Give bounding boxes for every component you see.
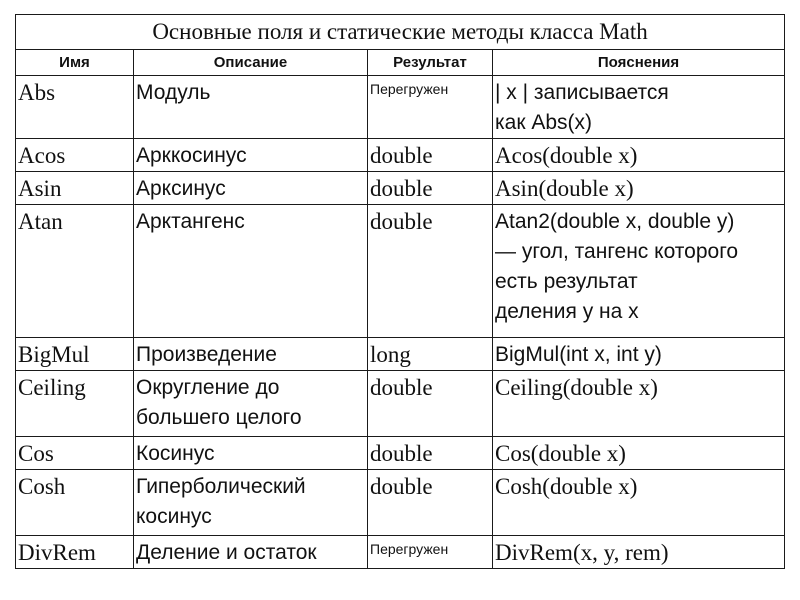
table-row xyxy=(16,371,785,437)
cell-description: Модуль xyxy=(134,76,368,139)
cell-result: double xyxy=(368,371,493,437)
table-header-row xyxy=(16,50,785,76)
table-row xyxy=(16,172,785,205)
cell-description: Произведение xyxy=(134,338,368,371)
cell-result: double xyxy=(368,437,493,470)
cell-result: double xyxy=(368,470,493,536)
cell-description: Арксинус xyxy=(134,172,368,205)
cell-note: Cos(double x) xyxy=(493,437,785,470)
cell-result: double xyxy=(368,139,493,172)
cell-note: Asin(double x) xyxy=(493,172,785,205)
cell-note: DivRem(x, y, rem) xyxy=(493,536,785,569)
cell-description: Арктангенс xyxy=(134,205,368,338)
table-row xyxy=(16,139,785,172)
cell-name: Atan xyxy=(16,205,134,338)
cell-name: Cos xyxy=(16,437,134,470)
cell-name: DivRem xyxy=(16,536,134,569)
table-title: Основные поля и статические методы класса Math xyxy=(16,15,785,50)
cell-result: Перегружен xyxy=(368,536,493,569)
column-header-notes: Пояснения xyxy=(493,50,785,76)
table-row xyxy=(16,470,785,536)
cell-result: long xyxy=(368,338,493,371)
cell-note: Acos(double x) xyxy=(493,139,785,172)
column-header-name: Имя xyxy=(16,50,134,76)
table-row xyxy=(16,536,785,569)
cell-name: BigMul xyxy=(16,338,134,371)
cell-name: Asin xyxy=(16,172,134,205)
cell-name: Acos xyxy=(16,139,134,172)
cell-result: double xyxy=(368,172,493,205)
table-row xyxy=(16,76,785,139)
cell-result: double xyxy=(368,205,493,338)
cell-description: Округление до большего целого xyxy=(134,371,368,437)
cell-name: Cosh xyxy=(16,470,134,536)
table-row xyxy=(16,437,785,470)
table-title-row xyxy=(16,15,785,50)
table-row xyxy=(16,205,785,338)
math-methods-table xyxy=(15,14,785,569)
cell-name: Ceiling xyxy=(16,371,134,437)
cell-note: Cosh(double x) xyxy=(493,470,785,536)
cell-description: Косинус xyxy=(134,437,368,470)
cell-note: | x | записывается как Abs(x) xyxy=(493,76,785,139)
cell-name: Abs xyxy=(16,76,134,139)
cell-note: Ceiling(double x) xyxy=(493,371,785,437)
cell-result: Перегружен xyxy=(368,76,493,139)
cell-note: Atan2(double x, double y) — угол, тангенс которого есть результат деления y на x xyxy=(493,205,785,338)
cell-description: Деление и остаток xyxy=(134,536,368,569)
cell-note: BigMul(int x, int y) xyxy=(493,338,785,371)
table-row xyxy=(16,338,785,371)
column-header-result: Результат xyxy=(368,50,493,76)
cell-description: Арккосинус xyxy=(134,139,368,172)
cell-description: Гиперболический косинус xyxy=(134,470,368,536)
column-header-description: Описание xyxy=(134,50,368,76)
